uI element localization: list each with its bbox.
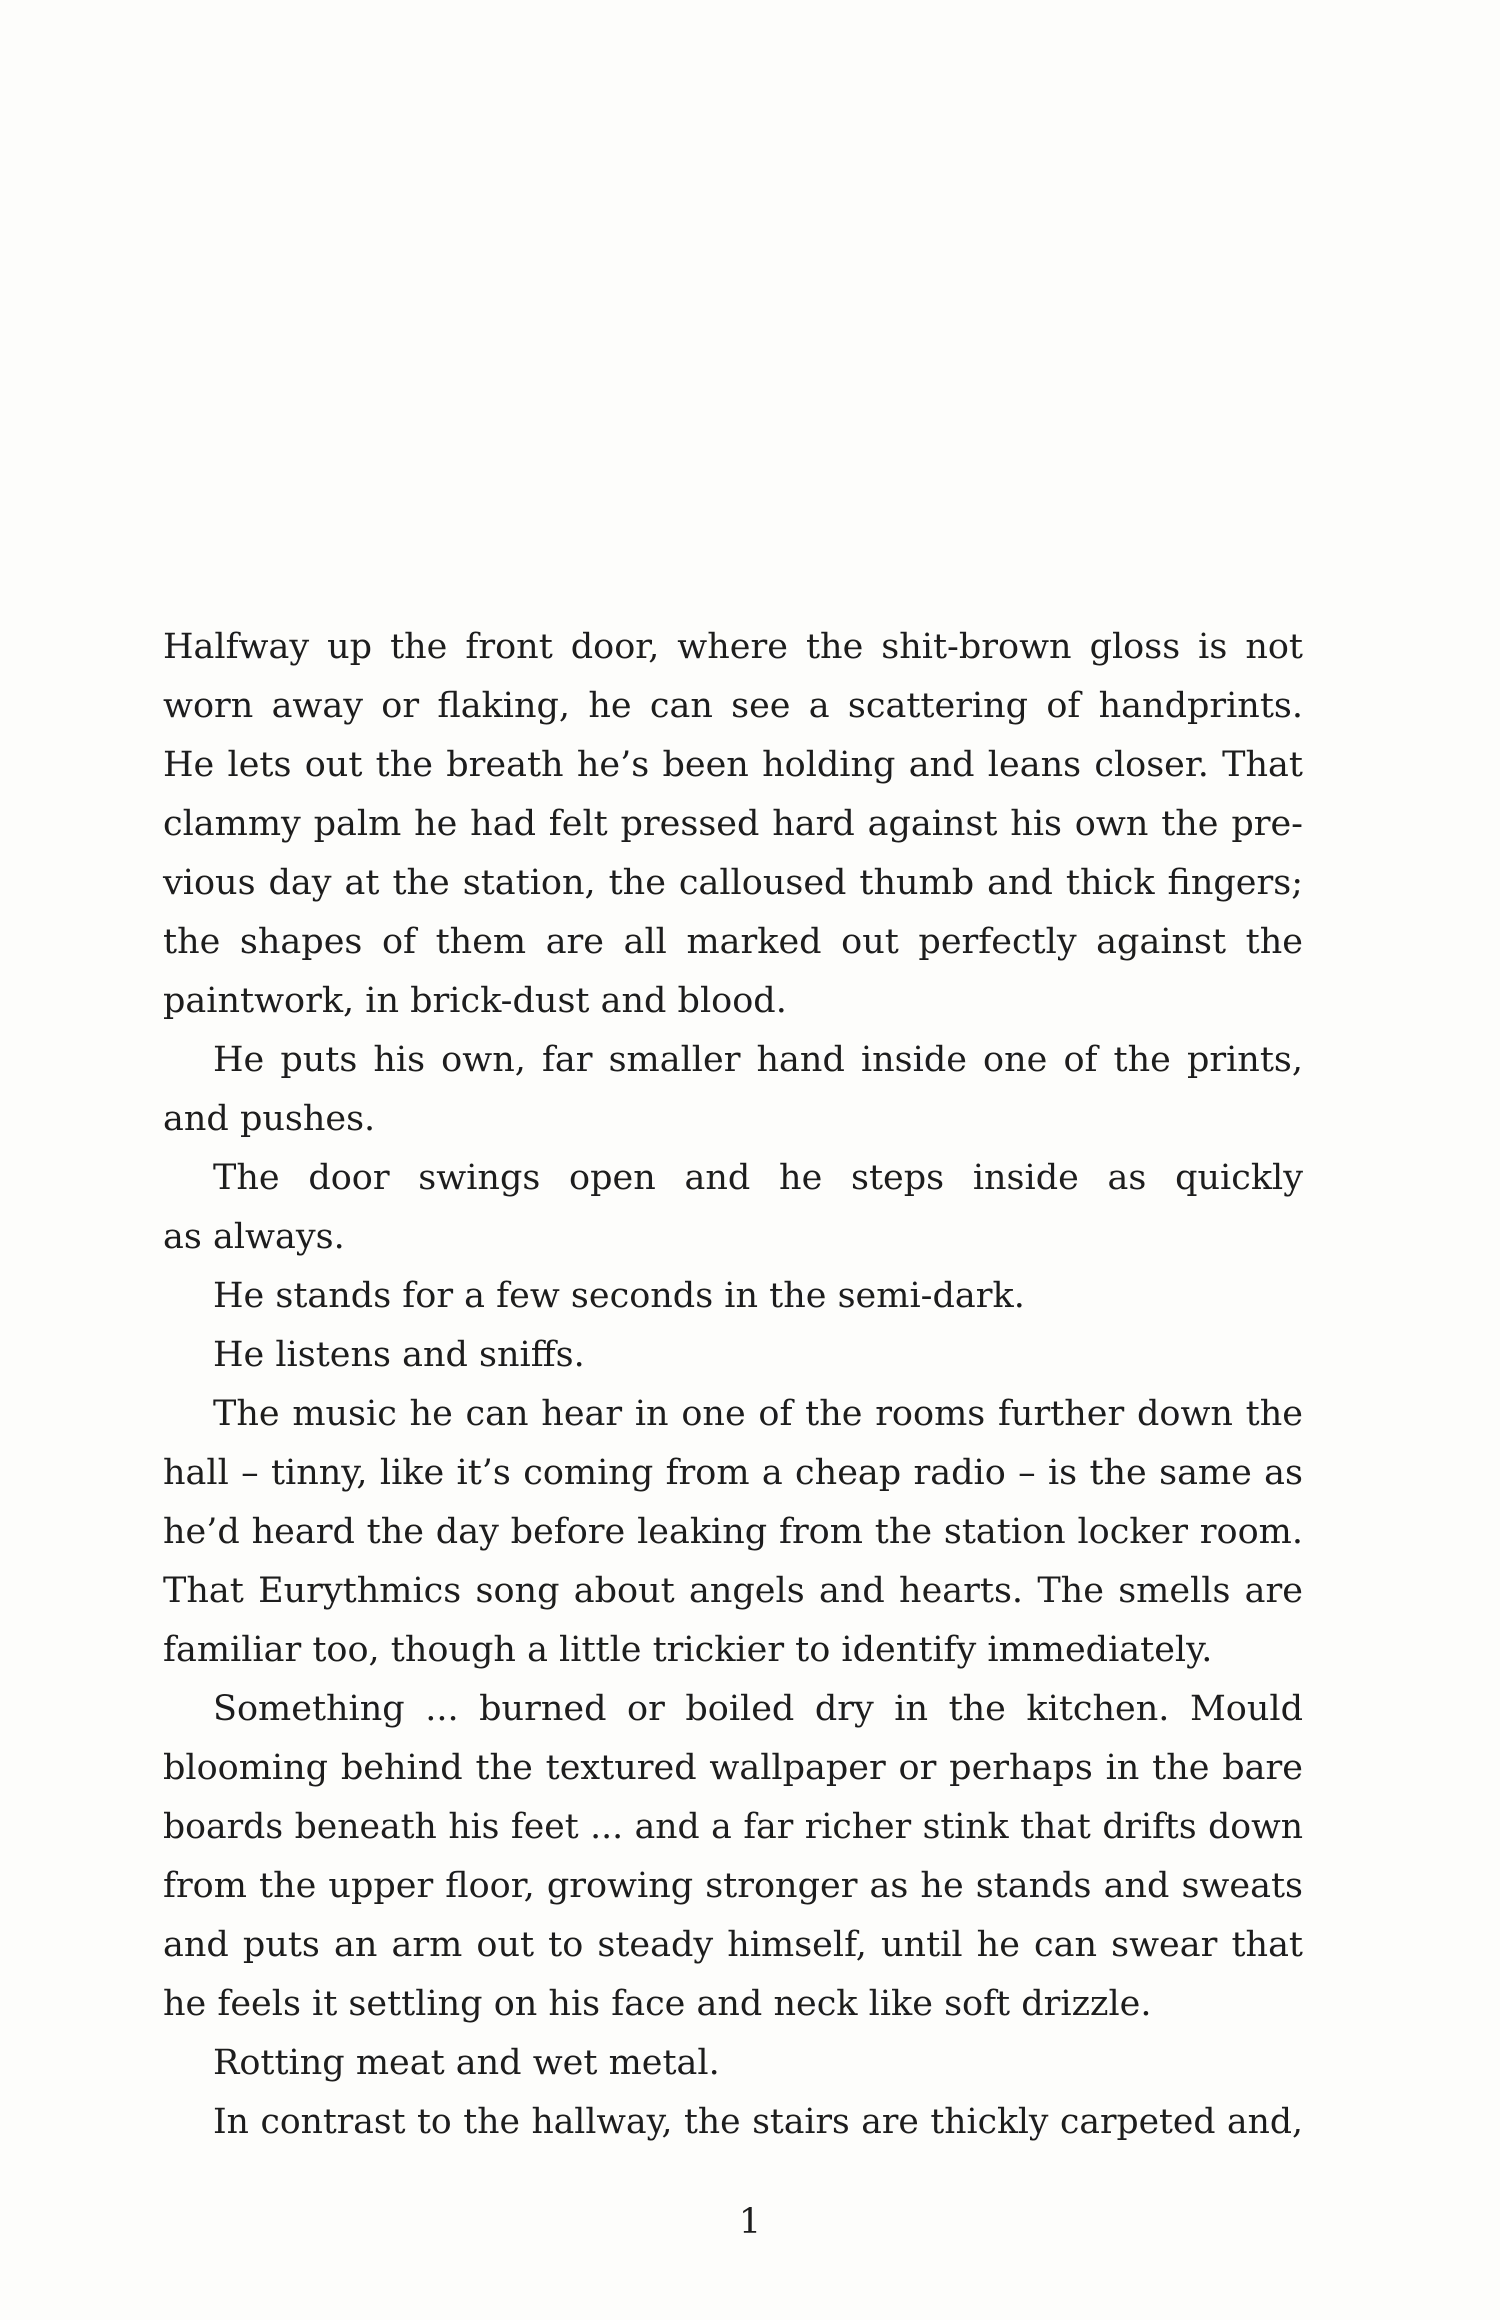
text-line: worn away or flaking, he can see a scattering of handprints.	[163, 686, 1303, 726]
text-line: the shapes of them are all marked out perfectly against the	[163, 922, 1303, 962]
page-number: 1	[738, 2202, 762, 2242]
text-line: and puts an arm out to steady himself, until he can swear that	[163, 1925, 1303, 1965]
text-line: blooming behind the textured wallpaper or perhaps in the bare	[163, 1748, 1303, 1788]
text-line: The music he can hear in one of the rooms further down the	[213, 1394, 1303, 1434]
text-line: That Eurythmics song about angels and hearts. The smells are	[163, 1571, 1303, 1611]
text-line: clammy palm he had felt pressed hard against his own the pre-	[163, 804, 1303, 844]
text-line: boards beneath his feet ... and a far richer stink that drifts down	[163, 1807, 1303, 1847]
text-line: vious day at the station, the calloused thumb and thick fingers;	[163, 863, 1303, 903]
text-line: from the upper floor, growing stronger as he stands and sweats	[163, 1866, 1303, 1906]
text-line: He lets out the breath he’s been holding and leans closer. That	[163, 745, 1303, 785]
body-text	[163, 618, 1303, 2152]
text-line: In contrast to the hallway, the stairs are thickly carpeted and,	[213, 2102, 1303, 2142]
text-line: paintwork, in brick-dust and blood.	[163, 981, 787, 1021]
text-line: He stands for a few seconds in the semi-dark.	[213, 1276, 1025, 1316]
text-line: He puts his own, far smaller hand inside one of the prints,	[213, 1040, 1303, 1080]
text-line: he feels it settling on his face and neck like soft drizzle.	[163, 1984, 1152, 2024]
text-line: he’d heard the day before leaking from the station locker room.	[163, 1512, 1303, 1552]
text-line: The door swings open and he steps inside as quickly	[213, 1158, 1303, 1198]
text-line: and pushes.	[163, 1099, 376, 1139]
text-line: as always.	[163, 1217, 345, 1257]
text-line: Rotting meat and wet metal.	[213, 2043, 720, 2083]
text-line: familiar too, though a little trickier to identify immediately.	[163, 1630, 1213, 1670]
text-line: He listens and sniffs.	[213, 1335, 585, 1375]
text-line: Something ... burned or boiled dry in the kitchen. Mould	[213, 1689, 1303, 1729]
text-line: Halfway up the front door, where the shit-brown gloss is not	[163, 627, 1303, 667]
text-line: hall – tinny, like it’s coming from a cheap radio – is the same as	[163, 1453, 1303, 1493]
